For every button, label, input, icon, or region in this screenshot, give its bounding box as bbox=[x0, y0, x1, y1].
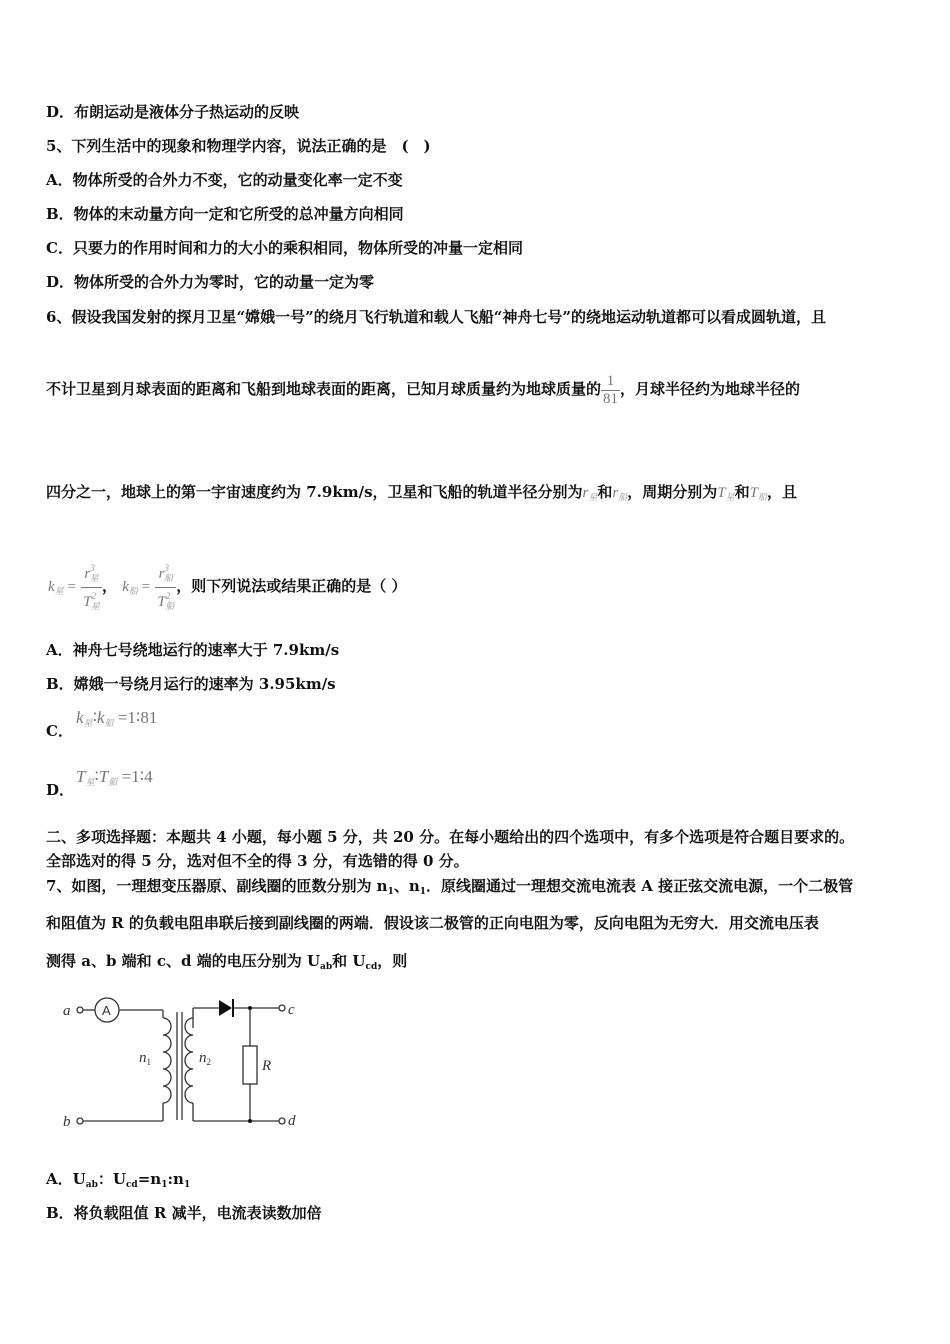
k-ship-equation: $k_船$ = bbox=[122, 579, 151, 596]
q7-option-b: B．将负载阻值 R 减半，电流表读数加倍 bbox=[46, 1204, 322, 1222]
q7-stem-line1: 7、如图，一理想变压器原、副线圈的匝数分别为 $n_1$、$n_1$．原线圈通过一理想交流电流表 A 接正弦交流电源，一个二极管 bbox=[46, 877, 854, 897]
r-ship-symbol: $r_船$ bbox=[612, 485, 628, 502]
q6-stem-line3-text-c: ，且 bbox=[767, 483, 798, 501]
q7-stem-line2: 和阻值为 R 的负载电阻串联后接到副线圈的两端．假设该二极管的正向电阻为零，反向电阻为无穷大．用交流电压表 bbox=[46, 914, 819, 932]
terminal-d-label: d bbox=[288, 1113, 296, 1129]
q6-stem-line1: 6、假设我国发射的探月卫星“嫦娥一号”的绕月飞行轨道和载人飞船“神舟七号”的绕地运动轨道都可以看成圆轨道，且 bbox=[46, 308, 826, 326]
q6-stem-line2-text-b: ，月球半径约为地球半径的 bbox=[620, 380, 801, 398]
k-ratio-expression: $k_星∶k_船$ =1∶81 bbox=[76, 708, 158, 728]
q5-option-a: A．物体所受的合外力不变，它的动量变化率一定不变 bbox=[46, 171, 403, 189]
t-ship-symbol: $T_船$ bbox=[749, 485, 767, 502]
t-ratio-expression: $T_星∶T_船$ =1∶4 bbox=[76, 767, 153, 787]
q5-stem: 5、下列生活中的现象和物理学内容，说法正确的是 ( ) bbox=[46, 137, 431, 155]
t-star-symbol: $T_星$ bbox=[717, 485, 735, 502]
q6-stem-line3-text-a: 四分之一，地球上的第一宇宙速度约为 7.9km/s，卫星和飞船的轨道半径分别为 bbox=[46, 483, 583, 501]
q7-stem-line3: 测得 a、b 端和 c、d 端的电压分别为 $U_{ab}$和 $U_{cd}$，则 bbox=[46, 952, 408, 972]
section2-heading-line2: 全部选对的得 5 分，选对但不全的得 3 分，有选错的得 0 分。 bbox=[46, 852, 469, 870]
k-star-equation: $k_星$ = bbox=[48, 579, 76, 596]
k-star-fraction: $\frac{r^3_星}{T^2_星}$ bbox=[81, 560, 102, 615]
q6-stem-line4-text: ，则下列说法或结果正确的是（ ） bbox=[176, 577, 407, 595]
q6-stem-line4 bbox=[48, 558, 406, 619]
q5-option-b: B．物体的末动量方向一定和它所受的总冲量方向相同 bbox=[46, 205, 404, 223]
q6-option-b: B．嫦娥一号绕月运行的速率为 3.95km/s bbox=[46, 675, 336, 693]
r-star-symbol: $r_星$ bbox=[582, 485, 598, 502]
q6-option-d-formula bbox=[76, 767, 153, 792]
terminal-c-label: c bbox=[288, 1002, 295, 1018]
section2-heading-line1: 二、多项选择题：本题共 4 小题，每小题 5 分，共 20 分。在每小题给出的四个选项中，有多个选项是符合题目要求的。 bbox=[46, 828, 855, 846]
resistor-label: R bbox=[262, 1058, 272, 1074]
q6-stem-line3-text-b: ，周期分别为 bbox=[627, 483, 718, 501]
mass-ratio-numerator: 1 bbox=[606, 372, 615, 389]
q5-option-c: C．只要力的作用时间和力的大小的乘积相同，物体所受的冲量一定相同 bbox=[46, 239, 523, 257]
transformer-circuit-diagram bbox=[55, 990, 305, 1135]
q6-option-c-label: C． bbox=[46, 722, 73, 740]
k-ship-fraction: $\frac{r^3_船}{T^2_船}$ bbox=[155, 560, 176, 615]
q5-option-d: D．物体所受的合外力为零时，它的动量一定为零 bbox=[46, 273, 375, 291]
mass-ratio-denominator: 81 bbox=[603, 390, 619, 407]
terminal-a-label: a bbox=[63, 1003, 71, 1019]
q6-stem-line3 bbox=[46, 478, 797, 511]
and-word-2: 和 bbox=[734, 483, 750, 501]
mass-ratio-fraction bbox=[601, 373, 620, 408]
secondary-turns-label: $n_2$ bbox=[199, 1050, 211, 1067]
and-word-1: 和 bbox=[597, 483, 613, 501]
q4-option-d: D．布朗运动是液体分子热运动的反映 bbox=[46, 103, 300, 121]
q6-option-a: A．神舟七号绕地运行的速率大于 7.9km/s bbox=[46, 641, 340, 659]
q6-stem-line2 bbox=[46, 369, 800, 409]
q6-option-c-formula bbox=[76, 708, 157, 733]
q6-stem-line2-text-a: 不计卫星到月球表面的距离和飞船到地球表面的距离，已知月球质量约为地球质量的 bbox=[46, 380, 602, 398]
q7-option-a: A．$U_{ab}$：$U_{cd}=n_1:n_1$ bbox=[46, 1170, 191, 1190]
terminal-b-label: b bbox=[63, 1114, 71, 1130]
q6-option-d-label: D． bbox=[46, 781, 75, 799]
equation-comma: ， bbox=[102, 577, 118, 595]
primary-turns-label: $n_1$ bbox=[139, 1050, 151, 1067]
ammeter-label: A bbox=[102, 1003, 111, 1018]
